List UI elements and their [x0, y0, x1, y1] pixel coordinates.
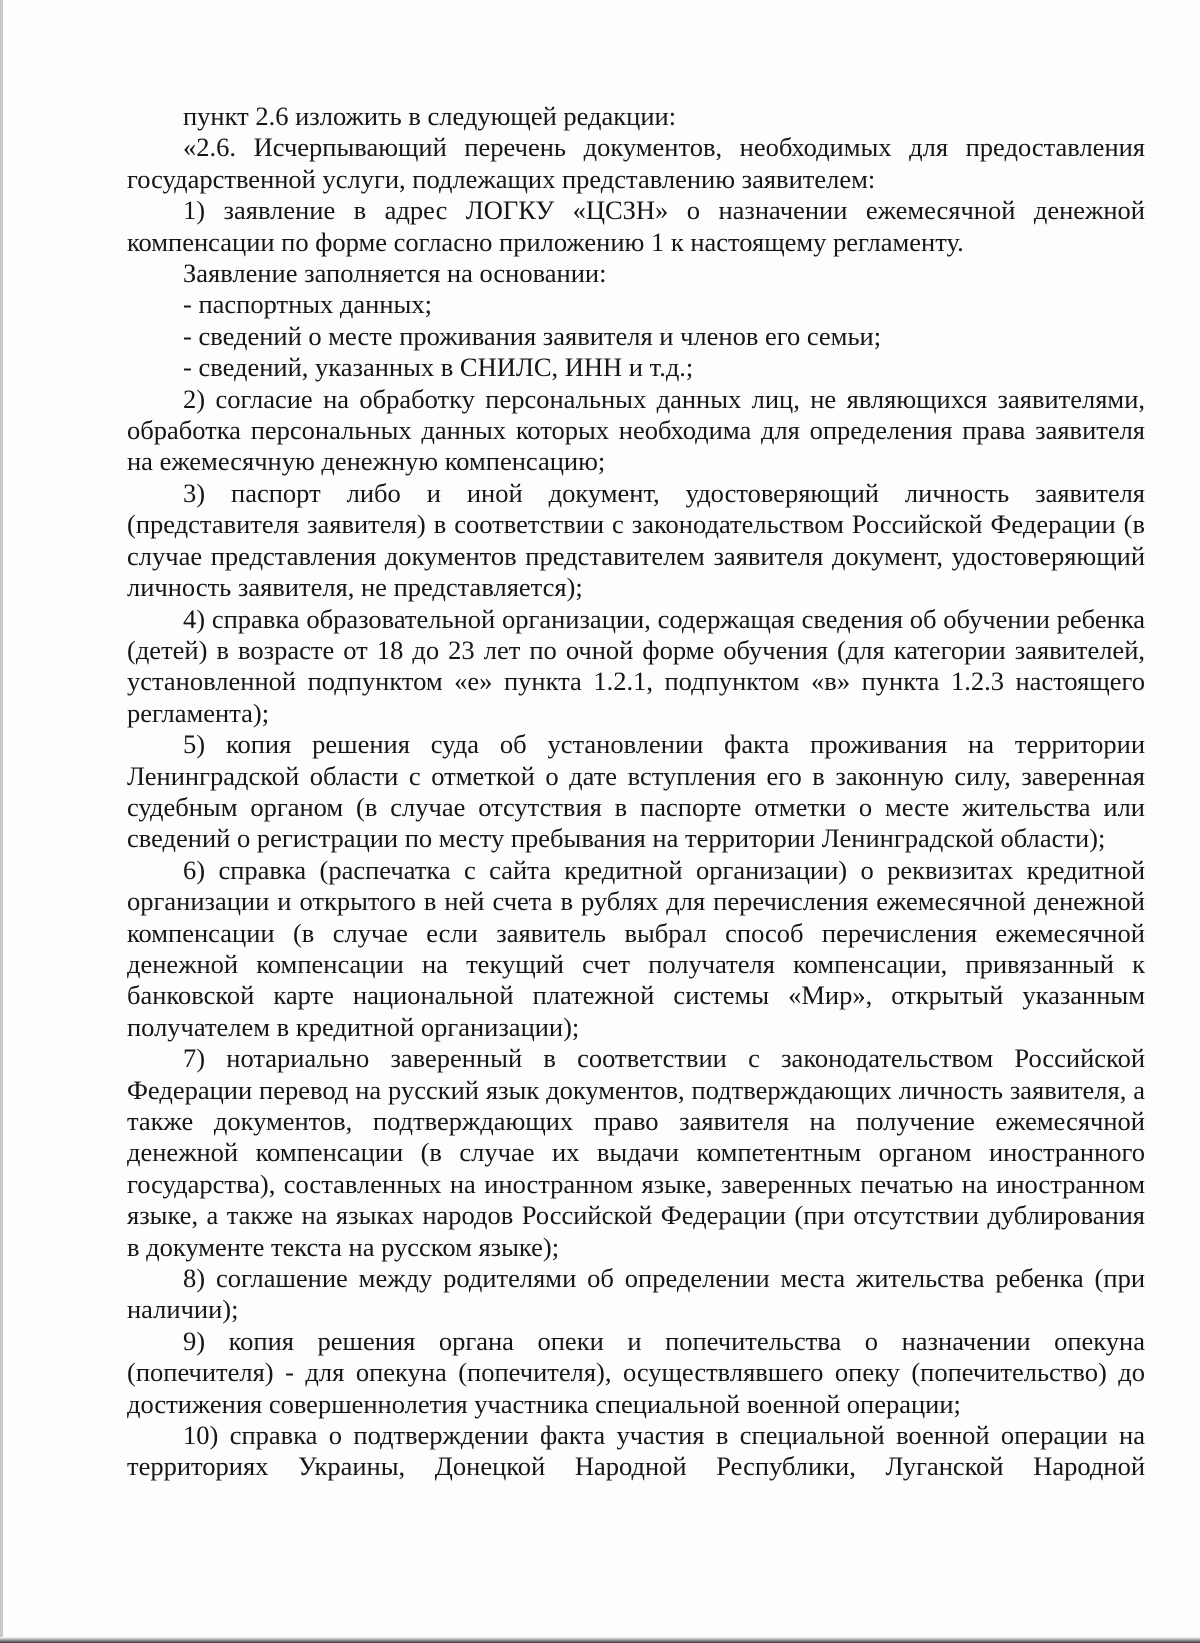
paragraph-item-6: 6) справка (распечатка с сайта кредитной организации) о реквизитах кредитной организации и открытого в ней счета в рублях для перечисления ежемесячной денежной компенсации (в случае если заявитель выбрал способ перечисления ежемесячной денежной компенсации на текущий счет получателя компенсации, привязанный к банковской карте национальной платежной системы «Мир», открытый указанным получателем в кредитной организации);	[127, 854, 1145, 1042]
paragraph-item-7: 7) нотариально заверенный в соответствии с законодательством Российской Федерации перевод на русский язык документов, подтверждающих личность заявителя, а также документов, подтверждающих право заявителя на получение ежемесячной денежной компенсации (в случае их выдачи компетентным органом иностранного государства), составленных на иностранном языке, заверенных печатью на иностранном языке, а также на языках народов Российской Федерации (при отсутствии дублирования в документе текста на русском языке);	[127, 1043, 1145, 1262]
paragraph-item-5: 5) копия решения суда об установлении факта проживания на территории Ленинградской области с отметкой о дате вступления его в законную силу, заверенная судебным органом (в случае отсутствия в паспорте отметки о месте жительства или сведений о регистрации по месту пребывания на территории Ленинградской области);	[127, 729, 1145, 854]
paragraph-item-8: 8) соглашение между родителями об определении места жительства ребенка (при наличии);	[127, 1263, 1145, 1325]
document-body	[127, 101, 1145, 1483]
paragraph-2-6-heading: «2.6. Исчерпывающий перечень документов, необходимых для предоставления государственной услуги, подлежащих представлению заявителем:	[127, 132, 1145, 194]
paragraph-item-9: 9) копия решения органа опеки и попечительства о назначении опекуна (попечителя) - для опекуна (попечителя), осуществлявшего опеку (попечительство) до достижения совершеннолетия участника специальной военной операции;	[127, 1325, 1145, 1419]
paragraph-bullet-residence: - сведений о месте проживания заявителя и членов его семьи;	[183, 320, 882, 351]
paragraph-item-3: 3) паспорт либо и иной документ, удостоверяющий личность заявителя (представителя заявителя) в соответствии с законодательством Российской Федерации (в случае представления документов представителем заявителя документ, удостоверяющий личность заявителя, не представляется);	[127, 477, 1145, 603]
scan-bottom-edge	[0, 1637, 1200, 1643]
paragraph-intro: пункт 2.6 изложить в следующей редакции:	[183, 101, 677, 131]
paragraph-bullet-passport: - паспортных данных;	[183, 289, 432, 320]
paragraph-basis: Заявление заполняется на основании:	[183, 258, 607, 289]
paragraph-item-2: 2) согласие на обработку персональных данных лиц, не являющихся заявителями, обработка персональных данных которых необходима для определения права заявителя на ежемесячную денежную компенсацию;	[127, 383, 1145, 477]
scan-left-edge	[0, 0, 3, 1643]
paragraph-item-1: 1) заявление в адрес ЛОГКУ «ЦСЗН» о назначении ежемесячной денежной компенсации по форме согласно приложению 1 к настоящему регламенту.	[127, 195, 1145, 257]
paragraph-bullet-snils: - сведений, указанных в СНИЛС, ИНН и т.д.;	[183, 352, 694, 383]
paragraph-item-10: 10) справка о подтверждении факта участия в специальной военной операции на территориях Украины, Донецкой Народной Республики, Луганской Народной	[127, 1420, 1145, 1482]
paragraph-item-4: 4) справка образовательной организации, содержащая сведения об обучении ребенка (детей) в возрасте от 18 до 23 лет по очной форме обучения (для категории заявителей, установленной подпунктом «е» пункта 1.2.1, подпунктом «в» пункта 1.2.3 настоящего регламента);	[127, 603, 1145, 728]
